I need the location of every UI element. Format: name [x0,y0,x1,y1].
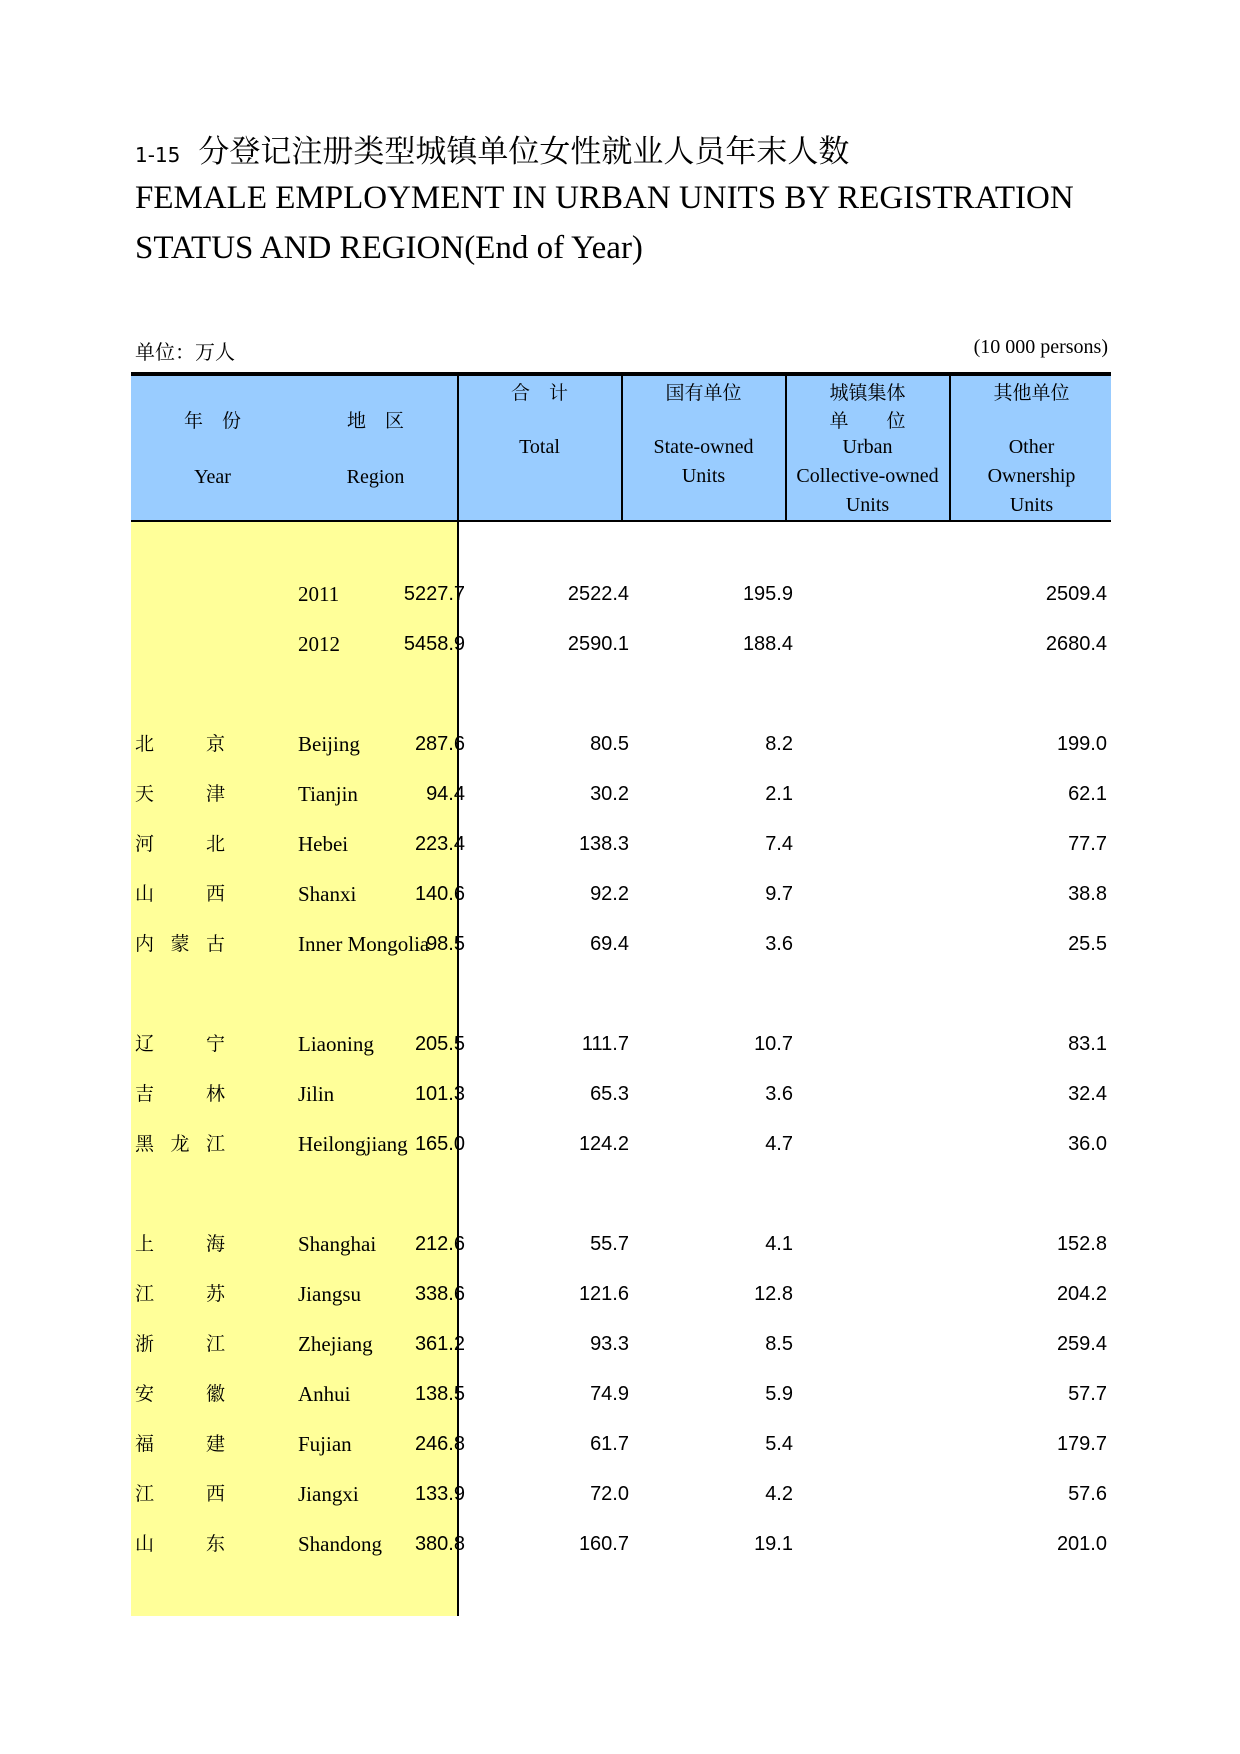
total-cell: 5227.7 [403,583,465,605]
header-year [131,376,294,520]
header-divider [457,372,459,522]
region-name-cn [135,1374,225,1414]
total-cell: 138.5 [414,1383,465,1405]
title-cn-text: 分登记注册类型城镇单位女性就业人员年末人数 [198,134,850,170]
other-ownership-cell: 57.7 [1068,1383,1107,1405]
region-char: 辽 [135,1033,155,1055]
region-name-en: Fujian [298,1432,352,1456]
region-char: 江 [135,1283,155,1305]
header-state-en2: Units [681,465,726,487]
state-owned-cell: 160.7 [578,1533,629,1555]
region-char: 苏 [205,1283,225,1305]
page-title-en-line1: FEMALE EMPLOYMENT IN URBAN UNITS BY REGISTRATION [135,180,1074,216]
header-region-cn: 地 区 [346,410,404,432]
region-char: 江 [205,1333,225,1355]
total-cell: 98.5 [426,933,465,955]
table-row [131,574,1111,614]
region-char: 天 [135,783,155,805]
header-divider [949,372,951,522]
region-char: 津 [205,783,225,805]
table-row [131,1424,1111,1464]
region-char: 北 [205,833,225,855]
other-ownership-cell: 204.2 [1056,1283,1107,1305]
collective-cell: 12.8 [754,1283,793,1305]
header-other-cn: 其他单位 [993,382,1070,404]
table-row [131,824,1111,864]
state-owned-cell: 121.6 [578,1283,629,1305]
collective-cell: 4.7 [765,1133,793,1155]
region-char: 蒙 [170,933,190,955]
region-name-cn [135,1324,225,1364]
state-owned-cell: 111.7 [581,1033,629,1055]
state-owned-cell: 93.3 [590,1333,629,1355]
total-cell: 380.8 [414,1533,465,1555]
header-region [294,376,457,520]
region-name-en: Tianjin [298,782,358,806]
region-name-cn [135,1124,225,1164]
state-owned-cell: 72.0 [590,1483,629,1505]
region-name-cn [135,874,225,914]
collective-cell: 2.1 [765,783,793,805]
region-char: 江 [135,1483,155,1505]
region-char: 山 [135,883,155,905]
table-row [131,1274,1111,1314]
collective-cell: 4.2 [765,1483,793,1505]
region-char: 古 [205,933,225,955]
state-owned-cell: 74.9 [590,1383,629,1405]
region-name-en: Beijing [298,732,360,756]
region-char: 内 [135,933,155,955]
region-char: 海 [205,1233,225,1255]
header-state-cn: 国有单位 [665,382,742,404]
region-char: 浙 [135,1333,155,1355]
region-char: 江 [205,1133,225,1155]
region-name-cn [135,924,225,964]
collective-cell: 3.6 [765,1083,793,1105]
header-coll-en3: Units [845,494,890,516]
total-cell: 361.2 [414,1333,465,1355]
collective-cell: 4.1 [765,1233,793,1255]
header-region-en: Region [346,466,405,488]
header-coll-en1: Urban [842,436,893,458]
other-ownership-cell: 25.5 [1068,933,1107,955]
region-name-cn [135,1224,225,1264]
region-name-en: Anhui [298,1382,351,1406]
state-owned-cell: 138.3 [578,833,629,855]
state-owned-cell: 55.7 [590,1233,629,1255]
region-name-en: Jiangxi [298,1482,359,1506]
header-state [622,376,785,520]
region-char: 龙 [170,1133,190,1155]
table-row [131,1374,1111,1414]
unit-label-cn: 单位：万人 [135,340,235,364]
region-char: 安 [135,1383,155,1405]
region-char: 京 [205,733,225,755]
table-row [131,1024,1111,1064]
region-name-en: Jiangsu [298,1282,361,1306]
region-name-en: Hebei [298,832,349,856]
table-row [131,624,1111,664]
collective-cell: 195.9 [742,583,793,605]
table-row [131,1474,1111,1514]
region-name-cn [135,1474,225,1514]
region-char: 北 [135,733,155,755]
region-name-en: Heilongjiang [298,1132,408,1156]
header-coll-cn2: 单 位 [829,410,906,432]
table-row [131,1324,1111,1364]
header-state-en1: State-owned [653,436,754,458]
header-collective [786,376,949,520]
region-char: 徽 [205,1383,225,1405]
collective-cell: 19.1 [754,1533,793,1555]
header-other-en3: Units [1009,494,1054,516]
other-ownership-cell: 201.0 [1056,1533,1107,1555]
header-divider [621,372,623,522]
region-name-cn [135,1074,225,1114]
region-char: 福 [135,1433,155,1455]
region-name-cn [135,774,225,814]
other-ownership-cell: 199.0 [1056,733,1107,755]
region-name-en: Inner Mongolia [298,932,430,956]
region-name-en: Zhejiang [298,1332,373,1356]
total-cell: 5458.9 [403,633,465,655]
other-ownership-cell: 152.8 [1056,1233,1107,1255]
region-name-cn [135,1524,225,1564]
header-total [458,376,621,520]
collective-cell: 8.5 [765,1333,793,1355]
table-row [131,1124,1111,1164]
state-owned-cell: 124.2 [578,1133,629,1155]
region-char: 建 [205,1433,225,1455]
table-row [131,774,1111,814]
header-other-en1: Other [1008,436,1055,458]
total-cell: 223.4 [414,833,465,855]
state-owned-cell: 30.2 [590,783,629,805]
region-char: 黑 [135,1133,155,1155]
state-owned-cell: 80.5 [590,733,629,755]
header-year-en: Year [194,466,231,488]
other-ownership-cell: 32.4 [1068,1083,1107,1105]
region-char: 西 [205,1483,225,1505]
state-owned-cell: 2590.1 [567,633,629,655]
table-row [131,1074,1111,1114]
region-name-en: Jilin [298,1082,335,1106]
header-divider [785,372,787,522]
other-ownership-cell: 83.1 [1068,1033,1107,1055]
region-name-cn [135,1424,225,1464]
total-cell: 133.9 [414,1483,465,1505]
other-ownership-cell: 62.1 [1068,783,1107,805]
table-row [131,874,1111,914]
region-char: 上 [135,1233,155,1255]
region-name-cn [135,1024,225,1064]
region-char: 林 [205,1083,225,1105]
page-title-cn [135,126,849,171]
other-ownership-cell: 38.8 [1068,883,1107,905]
table-row [131,1524,1111,1564]
region-name-en: Liaoning [298,1032,374,1056]
other-ownership-cell: 57.6 [1068,1483,1107,1505]
region-char: 宁 [205,1033,225,1055]
collective-cell: 7.4 [765,833,793,855]
header-year-cn: 年 份 [183,410,241,432]
region-name-en: Shandong [298,1532,382,1556]
total-cell: 287.6 [414,733,465,755]
state-owned-cell: 92.2 [590,883,629,905]
total-cell: 165.0 [414,1133,465,1155]
region-char: 西 [205,883,225,905]
collective-cell: 8.2 [765,733,793,755]
table-row [131,924,1111,964]
header-other-en2: Ownership [987,465,1076,487]
header-coll-cn1: 城镇集体 [829,382,906,404]
total-cell: 246.8 [414,1433,465,1455]
other-ownership-cell: 259.4 [1056,1333,1107,1355]
collective-cell: 9.7 [765,883,793,905]
state-owned-cell: 2522.4 [567,583,629,605]
table-number: 1-15 [135,143,181,167]
region-name-en: Shanxi [298,882,357,906]
total-cell: 205.5 [414,1033,465,1055]
unit-label-en: (10 000 persons) [973,336,1108,358]
other-ownership-cell: 179.7 [1056,1433,1107,1455]
region-char: 河 [135,833,155,855]
region-char: 山 [135,1533,155,1555]
table-row [131,724,1111,764]
region-char: 东 [205,1533,225,1555]
total-cell: 338.6 [414,1283,465,1305]
region-name-cn [135,1274,225,1314]
total-cell: 101.3 [414,1083,465,1105]
state-owned-cell: 65.3 [590,1083,629,1105]
collective-cell: 10.7 [754,1033,793,1055]
other-ownership-cell: 2509.4 [1045,583,1107,605]
other-ownership-cell: 36.0 [1068,1133,1107,1155]
page-title-en-line2: STATUS AND REGION(End of Year) [135,230,643,266]
other-ownership-cell: 2680.4 [1045,633,1107,655]
collective-cell: 5.9 [765,1383,793,1405]
header-coll-en2: Collective-owned [796,465,939,487]
collective-cell: 5.4 [765,1433,793,1455]
header-total-cn: 合 计 [510,382,568,404]
header-other [950,376,1113,520]
total-cell: 140.6 [414,883,465,905]
total-cell: 94.4 [426,783,465,805]
state-owned-cell: 69.4 [590,933,629,955]
collective-cell: 188.4 [742,633,793,655]
region-name-cn [135,824,225,864]
state-owned-cell: 61.7 [590,1433,629,1455]
table-row [131,1224,1111,1264]
region-name-en: 2011 [298,582,340,606]
header-total-en: Total [519,436,560,458]
region-name-en: Shanghai [298,1232,377,1256]
region-char: 吉 [135,1083,155,1105]
collective-cell: 3.6 [765,933,793,955]
region-name-en: 2012 [298,632,340,656]
total-cell: 212.6 [414,1233,465,1255]
other-ownership-cell: 77.7 [1068,833,1107,855]
region-name-cn [135,724,225,764]
